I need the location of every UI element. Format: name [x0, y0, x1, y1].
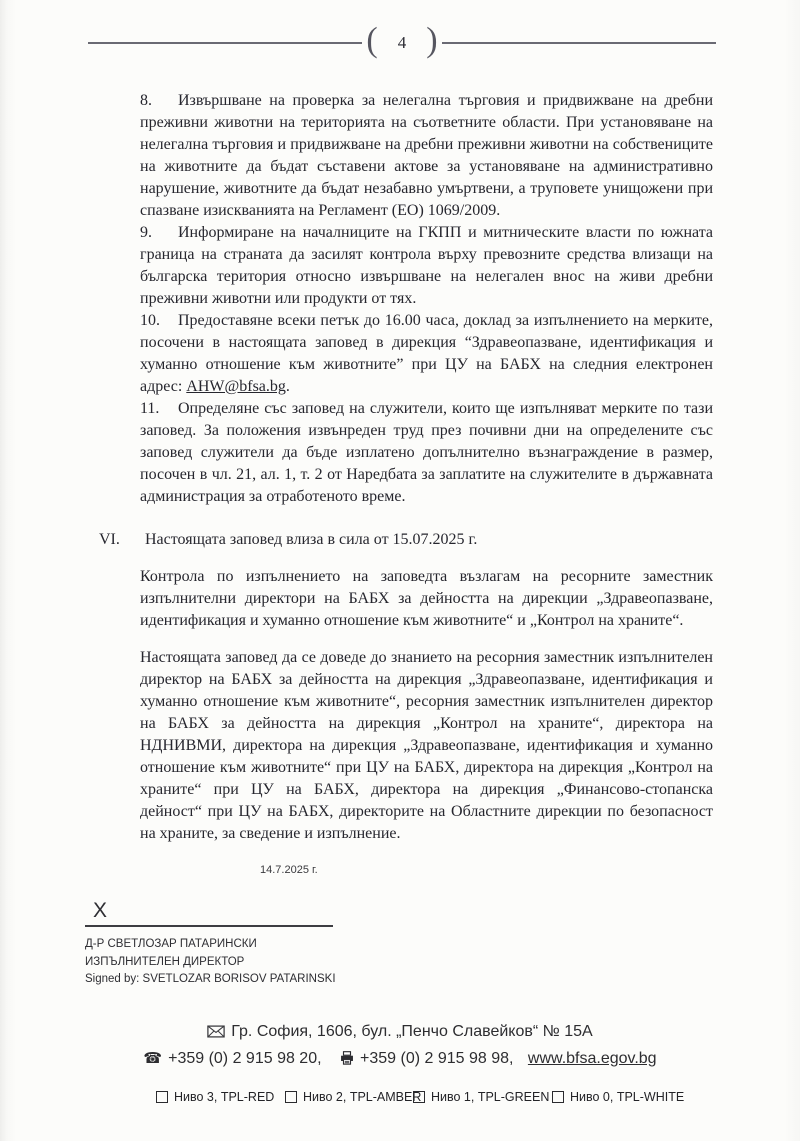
footer-address-line [55, 1019, 745, 1046]
numbered-item-10 [140, 310, 713, 398]
classification-row [156, 1090, 800, 1104]
footer-phone: +359 (0) 2 915 98 20, [168, 1049, 322, 1067]
classification-label: Ниво 2, TPL-AMBER [303, 1089, 422, 1104]
control-paragraph: Контрола по изпълнението на заповедта възлагам на ресорните заместник изпълнителни директори на БАБХ за дейността на дирекции „Здравеопазване, идентификация и хуманно отношение към животните“ и „Контрол на храните“. [140, 568, 713, 629]
distribution-paragraph: Настоящата заповед да се доведе до знанието на ресорния заместник изпълнителен директор на БАБХ за дейността на дирекция „Здравеопазване, идентификация и хуманно отношение към животните“, ресорния заместник изпълнителен директор на БАБХ за дейността на дирекция „Контрол на храните“, директора на НДНИВМИ, директора на дирекция „Здравеопазване, идентификация и хуманно отношение към животните“ при ЦУ на БАБХ, директора на дирекция „Контрол на храните“ при ЦУ на БАБХ, директора на дирекция „Финансово-стопанска дейност“ при ЦУ на БАБХ, директорите на Областните дирекции по безопасност на храните, за сведение и изпълнение. [140, 649, 713, 842]
classification-label: Ниво 3, TPL-RED [174, 1089, 275, 1104]
classification-option-amber [285, 1089, 422, 1104]
checkbox-icon [413, 1091, 425, 1103]
classification-option-green [413, 1090, 552, 1104]
email-link[interactable]: AHW@bfsa.bg [186, 378, 286, 395]
numbered-item-8 [140, 90, 713, 222]
item-text: Извършване на проверка за нелегална търговия и придвижване на дребни преживни животни на територията на съответните области. При установяване на нелегална търговия и придвижване на дребни преживни животни на собствениците на животните да бъдат съставени актове за установяване на административно нарушение, животните да бъдат незабавно умъртвени, а труповете унищожени при спазване изискванията на Регламент (ЕО) 1069/2009. [140, 92, 713, 219]
footer-contact [55, 1019, 745, 1073]
page-number-header [88, 21, 716, 60]
classification-option-red [156, 1090, 285, 1104]
bracket-left-icon: ( [366, 21, 378, 60]
classification-label: Ниво 0, TPL-WHITE [570, 1089, 685, 1104]
footer-address: Гр. София, 1606, бул. „Пенчо Славейков“ № 15А [231, 1022, 593, 1040]
section-text: Настоящата заповед влиза в сила от 15.07.2025 г. [145, 531, 478, 548]
section-number: VI. [99, 531, 120, 548]
item-text: Определяне със заповед на служители, които ще изпълняват мерките по тази заповед. За положения извънреден труд през почивни дни на определените със заповед служители да бъде изплатено допълнително възнаграждение в размер, посочен в чл. 21, ал. 1, т. 2 от Наредбата за заплатите на служителите в държавната администрация за отработеното време. [140, 400, 713, 505]
footer-fax: +359 (0) 2 915 98 98, [360, 1049, 514, 1067]
header-rule-right [442, 42, 716, 44]
signature-line [85, 925, 333, 927]
checkbox-icon [156, 1091, 168, 1103]
item-number: 11. [140, 400, 160, 417]
checkbox-icon [285, 1091, 297, 1103]
classification-label: Ниво 1, TPL-GREEN [431, 1089, 550, 1104]
header-rule-left [88, 42, 362, 44]
page-number: 4 [397, 33, 407, 52]
numbered-item-9 [140, 222, 713, 310]
section-vi [99, 529, 713, 551]
envelope-icon [207, 1021, 225, 1046]
bracket-right-icon: ) [426, 21, 438, 60]
item-number: 8. [140, 92, 152, 109]
signed-by-note: Signed by: SVETLOZAR BORISOV PATARINSKI [85, 973, 336, 985]
item-number: 9. [140, 224, 152, 241]
website-link[interactable]: www.bfsa.egov.bg [527, 1049, 657, 1067]
item-number: 10. [140, 312, 160, 329]
footer-phones-line [55, 1046, 745, 1073]
numbered-item-11 [140, 398, 713, 508]
fax-printer-icon [340, 1048, 354, 1073]
signature-x-mark: X [93, 899, 108, 922]
item-text: Информиране на началниците на ГКПП и митническите власти по южната граница на страната да засилят контрола върху превозните средства влизащи на българска територия относно извършване на нелегален внос на живи дребни преживни животни или продукти от тях. [140, 224, 713, 307]
signature-block [85, 899, 800, 989]
phone-icon: ☎ [143, 1048, 163, 1067]
document-body [99, 90, 713, 881]
item-text-after: . [285, 378, 290, 395]
signatory-name: Д-Р СВЕТЛОЗАР ПАТАРИНСКИ [85, 938, 257, 950]
checkbox-icon [552, 1091, 564, 1103]
signature-date: 14.7.2025 г. [260, 864, 318, 876]
signatory-title: ИЗПЪЛНИТЕЛЕН ДИРЕКТОР [85, 955, 245, 968]
classification-option-white [552, 1090, 684, 1104]
item-text: Предоставяне всеки петък до 16.00 часа, доклад за изпълнението на мерките, посочени в настоящата заповед в дирекция “Здравеопазване, идентификация и хуманно отношение към животните” при ЦУ на БАБХ на следния електронен адрес: [140, 312, 713, 395]
